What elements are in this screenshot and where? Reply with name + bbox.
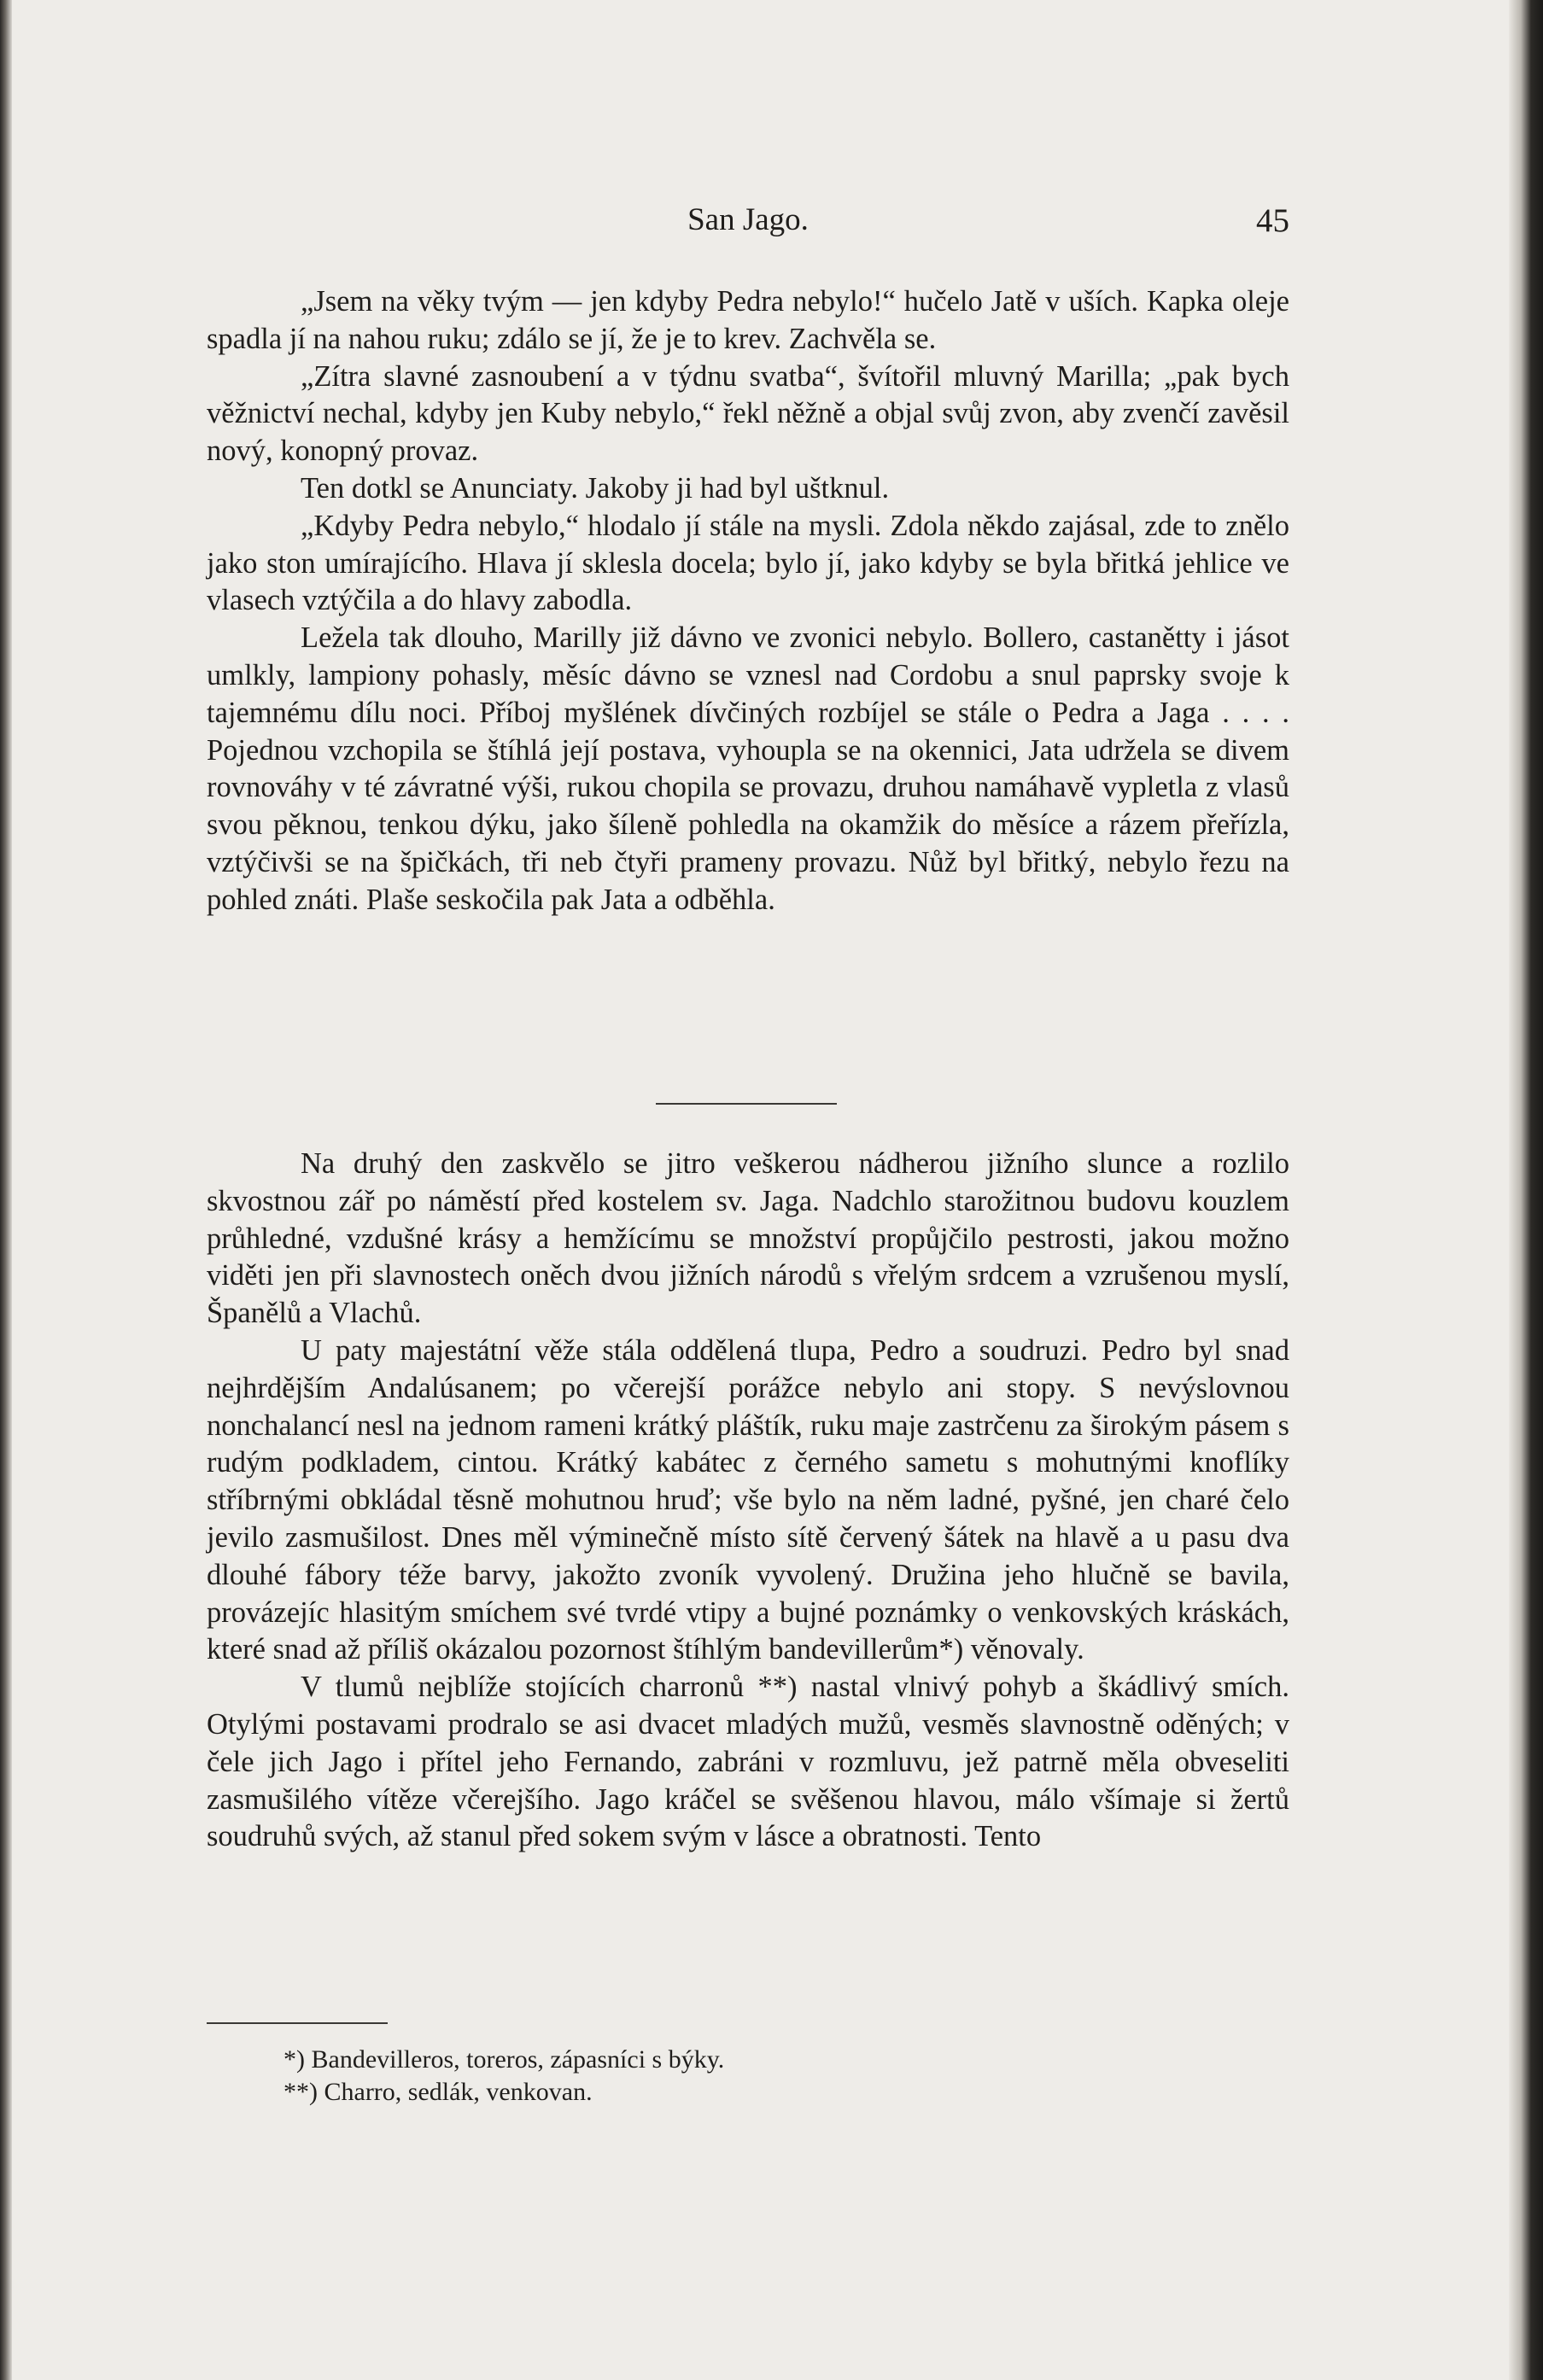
paragraph: „Kdyby Pedra nebylo,“ hlodalo jí stále na mysli. Zdola někdo zajásal, zde to znělo jako ston umírajícího. Hlava jí sklesla docela; bylo jí, jako kdyby se byla břitká jehlice ve vlasech vztýčila a do hlavy zabodla. [207,509,1289,617]
footnote-rule [207,2022,388,2024]
footnote: **) Charro, sedlák, venkovan. [283,2078,593,2106]
paragraph: U paty majestátní věže stála oddělená tlupa, Pedro a soudruzi. Pedro byl snad nejhrdějším Andalúsanem; po včerejší porážce nebylo ani stopy. S nevýslovnou nonchalancí nesl na jednom rameni krátký pláštík, ruku maje zastrčenu za širokým pásem s rudým podkladem, cintou. Krátký kabátec z černého sametu s mohutnými knoflíky stříbrnými obkládal těsně mohutnou hruď; vše bylo na něm ladné, pyšné, jen charé čelo jevilo zasmušilost. Dnes měl výminečně místo sítě červený šátek na hlavě a u pasu dva dlouhé fábory téže barvy, jakožto zvoník vyvolený. Družina jeho hlučně se bavila, provázejíc hlasitým smíchem své tvrdé vtipy a bujné poznámky o venkovských kráskách, které snad až příliš okázalou pozornost štíhlým bandevillerům*) věnovaly. [207,1333,1289,1666]
footnote: *) Bandevilleros, toreros, zápasníci s býky. [283,2045,725,2074]
running-title: San Jago. [687,202,809,237]
page-right-edge-shadow [1509,0,1543,2380]
paragraph: Na druhý den zaskvělo se jitro veškerou nádherou jižního slunce a rozlilo skvostnou zář po náměstí před kostelem sv. Jaga. Nadchlo starožitnou budovu kouzlem průhledné, vzdušné krásy a hemžícímu se množství propůjčilo pestrosti, jakou možno viděti jen při slavnostech oněch dvou jižních národů s vřelým srdcem a vzrušenou myslí, Španělů a Vlachů. [207,1147,1289,1330]
page-left-edge-shadow [0,0,12,2380]
paragraph: Ležela tak dlouho, Marilly již dávno ve zvonici nebylo. Bollero, castanětty i jásot umlkly, lampiony pohasly, měsíc dávno se vznesl nad Cordobu a snul paprsky svoje k tajemnému dílu noci. Příboj myšlének dívčiných rozbíjel se stále o Pedra a Jaga . . . . Pojednou vzchopila se štíhlá její postava, vyhoupla se na okennici, Jata udržela se divem rovnováhy v té závratné výši, rukou chopila se provazu, druhou namáhavě vypletla z vlasů svou pěknou, tenkou dýku, jako šíleně pohledla na okamžik do měsíce a rázem přeřízla, vztýčivši se na špičkách, tři neb čtyři prameny provazu. Nůž byl břitký, nebylo řezu na pohled znáti. Plaše seskočila pak Jata a odběhla. [207,621,1289,916]
paragraph: Ten dotkl se Anunciaty. Jakoby ji had byl uštknul. [301,471,890,505]
page-header [207,201,1289,244]
page-number: 45 [1256,202,1289,239]
paragraph: V tlumů nejblíže stojících charronů **) nastal vlnivý pohyb a škádlivý smích. Otylými postavami prodralo se asi dvacet mladých mužů, vesměs slavnostně oděných; v čele jich Jago i přítel jeho Fernando, zabráni v rozmluvu, jež patrně měla obveseliti zasmušilého vítěze včerejšího. Jago kráčel se svěšenou hlavou, málo všímaje si žertů soudruhů svých, až stanul před sokem svým v lásce a obratnosti. Tento [207,1671,1289,1853]
paragraph: „Zítra slavné zasnoubení a v týdnu svatba“, švítořil mluvný Marilla; „pak bych věžnictví nechal, kdyby jen Kuby nebylo,“ řekl něžně a objal svůj zvon, aby zvenčí zavěsil nový, konopný provaz. [207,359,1289,468]
text-section-after-break [207,1146,1289,1856]
text-section-before-break [207,283,1289,919]
section-separator-rule [656,1103,837,1105]
paragraph: „Jsem na věky tvým — jen kdyby Pedra nebylo!“ hučelo Jatě v uších. Kapka oleje spadla jí na nahou ruku; zdálo se jí, že je to krev. Zachvěla se. [207,285,1289,355]
footnotes [207,2044,1289,2109]
